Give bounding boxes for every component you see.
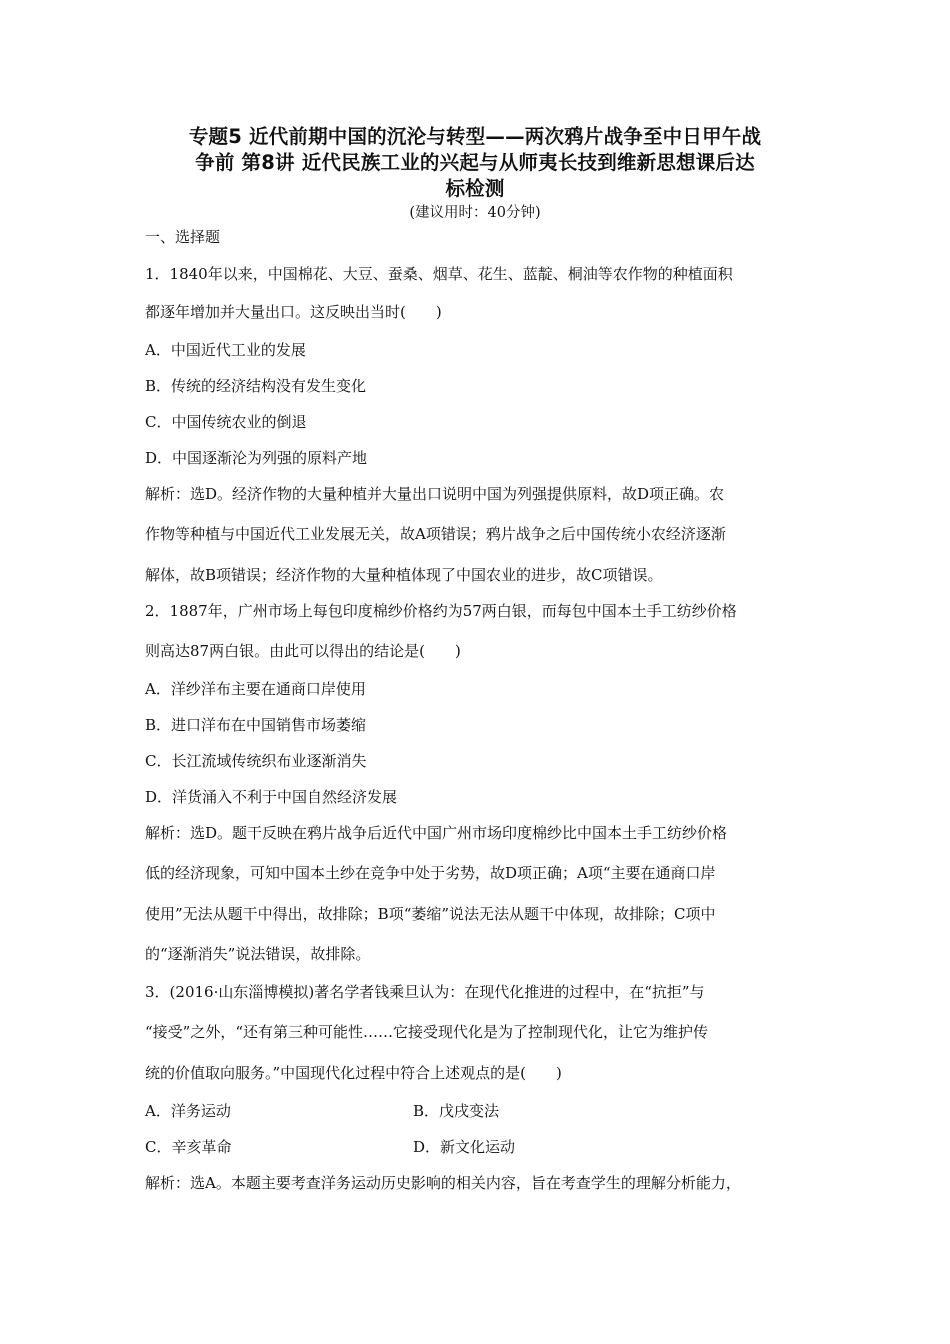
q2-option-c: C．长江流域传统织布业逐渐消失 — [145, 752, 367, 770]
q1-option-c: C．中国传统农业的倒退 — [145, 413, 307, 431]
suggested-time: (建议用时：40分钟) — [409, 205, 541, 221]
title-line-3: 标检测 — [445, 177, 505, 200]
q3-explanation-line-1: 解析：选A。本题主要考查洋务运动历史影响的相关内容，旨在考查学生的理解分析能力， — [145, 1174, 741, 1192]
q1-explanation-line-2: 作物等种植与中国近代工业发展无关，故A项错误；鸦片战争之后中国传统小农经济逐渐 — [145, 525, 726, 543]
section-heading: 一、选择题 — [145, 228, 221, 246]
title-line-2: 争前 第8讲 近代民族工业的兴起与从师夷长技到维新思想课后达 — [195, 151, 755, 174]
q3-option-d: D．新文化运动 — [413, 1138, 516, 1156]
q2-explanation-line-1: 解析：选D。题干反映在鸦片战争后近代中国广州市场印度棉纱比中国本土手工纺纱价格 — [145, 824, 728, 842]
q2-option-d: D．洋货涌入不利于中国自然经济发展 — [145, 788, 398, 806]
q3-option-a: A．洋务运动 — [145, 1102, 231, 1120]
q2-option-a: A．洋纱洋布主要在通商口岸使用 — [145, 680, 366, 698]
document-title — [120, 124, 830, 202]
q1-option-d: D．中国逐渐沦为列强的原料产地 — [145, 449, 368, 467]
q1-explanation-line-3: 解体，故B项错误；经济作物的大量种植体现了中国农业的进步，故C项错误。 — [145, 566, 663, 584]
q1-stem-line-2: 都逐年增加并大量出口。这反映出当时( ) — [145, 303, 442, 321]
q2-option-b: B．进口洋布在中国销售市场萎缩 — [145, 716, 367, 734]
q2-explanation-line-3: 使用”无法从题干中得出，故排除；B项“萎缩”说法无法从题干中体现，故排除；C项中 — [145, 905, 716, 923]
q3-stem-line-2: “接受”之外，“还有第三种可能性……它接受现代化是为了控制现代化，让它为维护传 — [145, 1023, 709, 1041]
q2-explanation-line-2: 低的经济现象，可知中国本土纱在竞争中处于劣势，故D项正确；A项“主要在通商口岸 — [145, 864, 716, 882]
q2-explanation-line-4: 的“逐渐消失”说法错误，故排除。 — [145, 945, 371, 963]
q3-option-c: C．辛亥革命 — [145, 1138, 232, 1156]
q1-explanation-line-1: 解析：选D。经济作物的大量种植并大量出口说明中国为列强提供原料，故D项正确。农 — [145, 485, 725, 503]
q3-stem-line-3: 统的价值取向服务。”中国现代化过程中符合上述观点的是( ) — [145, 1064, 562, 1082]
q3-stem-line-1: 3．(2016·山东淄博模拟)著名学者钱乘旦认为：在现代化推进的过程中，在“抗拒”与 — [145, 983, 705, 1001]
q2-stem-line-2: 则高达87两白银。由此可以得出的结论是( ) — [145, 642, 461, 660]
q2-stem-line-1: 2．1887年，广州市场上每包印度棉纱价格约为57两白银，而每包中国本土手工纺纱价格 — [145, 602, 737, 620]
q1-stem-line-1: 1．1840年以来，中国棉花、大豆、蚕桑、烟草、花生、蓝靛、桐油等农作物的种植面积 — [145, 265, 733, 283]
q1-option-b: B．传统的经济结构没有发生变化 — [145, 377, 367, 395]
q1-option-a: A．中国近代工业的发展 — [145, 341, 306, 359]
q3-option-b: B．戊戌变法 — [413, 1102, 500, 1120]
title-line-1: 专题5 近代前期中国的沉沦与转型——两次鸦片战争至中日甲午战 — [188, 125, 762, 148]
